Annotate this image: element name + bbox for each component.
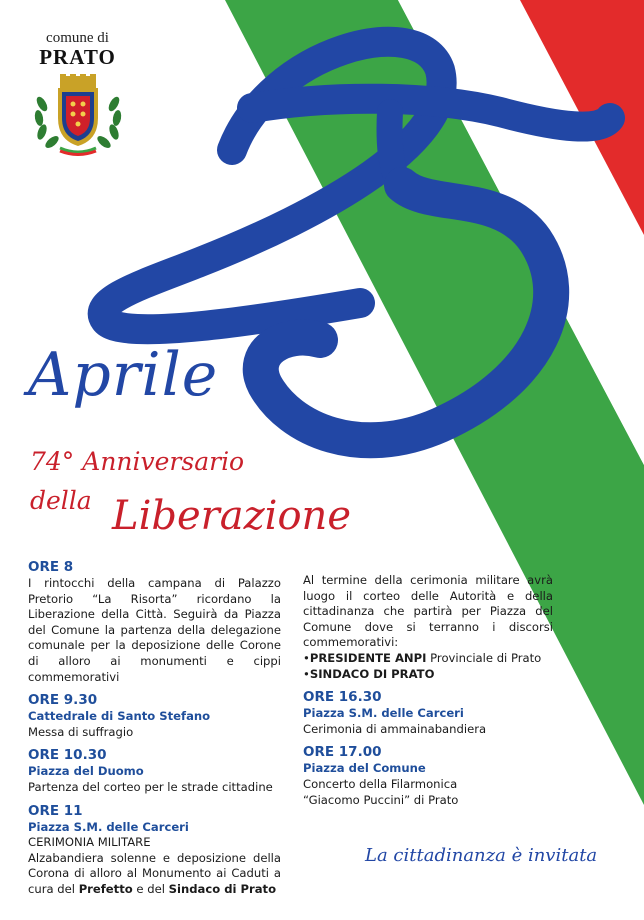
corteo-intro: Al termine della cerimonia militare avrà luogo il corteo delle Autorità e della cittadinanza che partirà per Piazza del Comune dove si terranno i discorsi commemorativi: [303,573,553,650]
event-ore-11 [28,803,281,898]
program-column-left [28,559,281,905]
event-text: I rintocchi della campana di Palazzo Pretorio “La Risorta” ricordano la Liberazione della Città. Seguirà da Piazza del Comune la partenza della delegazione comunale per la deposizione delle Corone di alloro ai monumenti e cippi commemorativi [28,576,281,684]
event-ore-1700 [303,744,553,808]
event-place: Piazza del Comune [303,761,426,776]
event-time: ORE 17.00 [303,744,382,761]
event-place: Piazza S.M. delle Carceri [28,819,189,834]
event-place: Piazza S.M. delle Carceri [303,706,464,721]
event-text-a: Alzabandiera solenne e deposizione della Corona di alloro al Monumento ai Caduti a cura del [28,850,281,896]
month-title: Aprile [28,340,219,410]
speaker-name: PRESIDENTE ANPI [309,650,427,665]
event-text: “Giacomo Puccini” di Prato [303,792,459,807]
event-text: Concerto della Filarmonica [303,776,458,791]
event-time: ORE 9.30 [28,692,98,709]
speaker-name: SINDACO DI PRATO [309,666,435,681]
event-time: ORE 8 [28,559,74,575]
liberazione-title: Liberazione [112,493,351,539]
program-column-right [303,573,553,815]
coat-of-arms-icon [28,74,128,156]
prefetto-text: Prefetto [78,881,133,896]
della-text: della [30,486,92,515]
event-text: Cerimonia di ammainabandiera [303,721,487,736]
event-text: Partenza del corteo per le strade cittadine [28,779,273,794]
speaker-rest: Provinciale di Prato [426,650,542,665]
event-time: ORE 11 [28,802,83,819]
event-time: ORE 10.30 [28,747,107,764]
event-subtitle: CERIMONIA MILITARE [28,835,151,850]
invitation-text: La cittadinanza è invitata [365,845,598,866]
sindaco-text: Sindaco di Prato [168,881,277,896]
event-ore-8 [28,559,281,685]
speaker-item [303,667,553,683]
comune-logo [20,30,135,156]
event-ore-930 [28,692,281,740]
event-time: ORE 16.30 [303,689,382,706]
event-ore-1630 [303,689,553,737]
anniversary-title: 74° Anniversario [30,447,245,476]
speaker-item [303,651,553,667]
event-text: Messa di suffragio [28,724,134,739]
logo-line1: comune di [46,30,109,46]
event-text-b: e del [132,881,169,896]
event-place: Piazza del Duomo [28,764,144,779]
event-place: Cattedrale di Santo Stefano [28,709,211,724]
event-text [28,851,281,898]
event-ore-1030 [28,747,281,795]
bullet: • [303,650,310,665]
bullet: • [303,666,310,681]
logo-line2: PRATO [39,45,116,69]
